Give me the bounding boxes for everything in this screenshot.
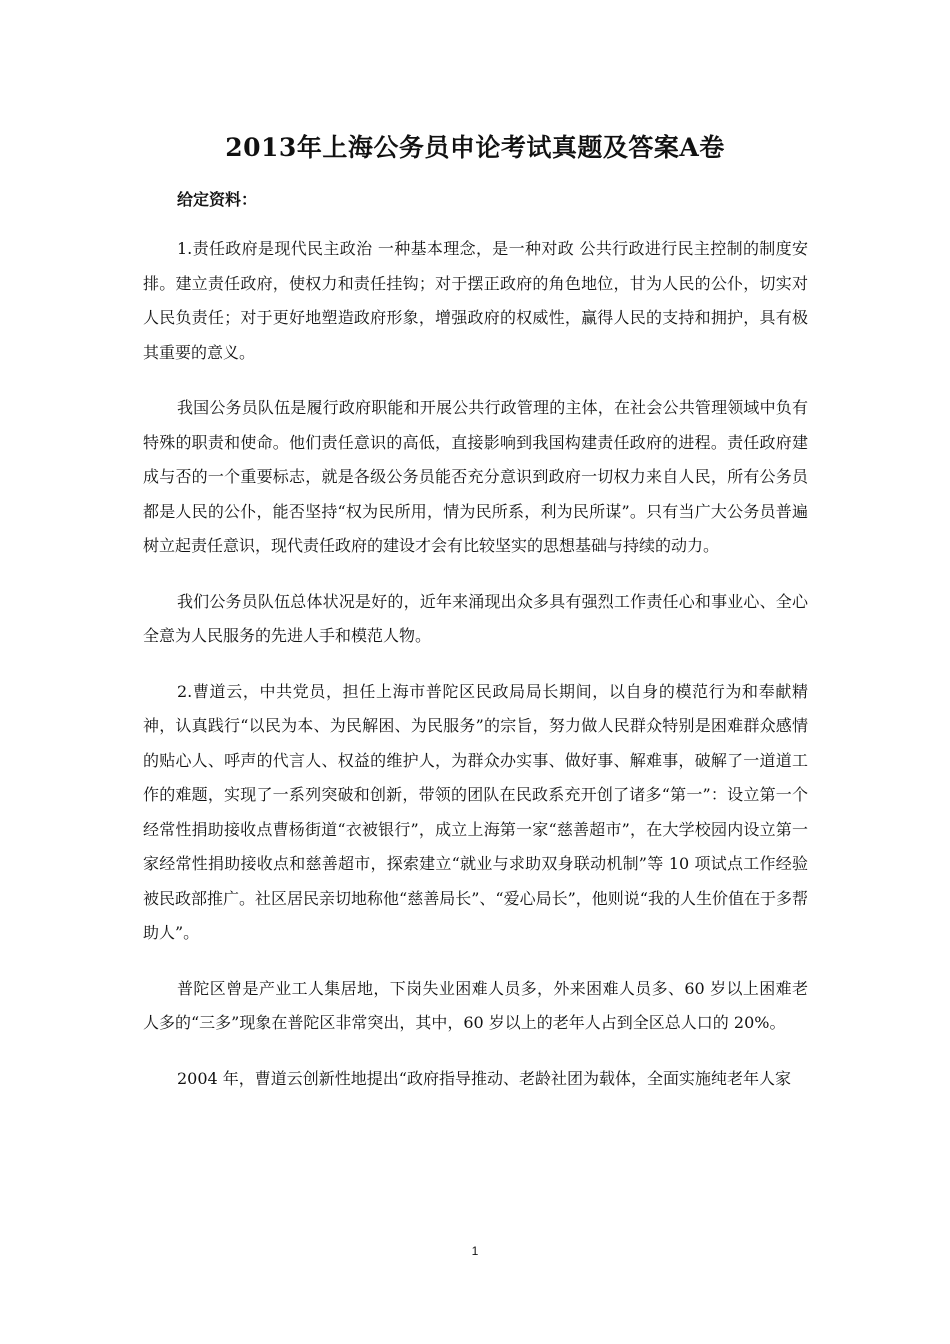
section-label: 给定资料：: [177, 190, 258, 209]
document-body: [143, 232, 808, 1117]
paragraph-2: 我国公务员队伍是履行政府职能和开展公共行政管理的主体，在社会公共管理领域中负有特殊的职责和使命。他们责任意识的高低，直接影响到我国构建责任政府的进程。责任政府建成与否的一个重要标志，就是各级公务员能否充分意识到政府一切权力来自人民，所有公务员都是人民的公仆，能否坚持“权为民所用，情为民所系，利为民所谋”。只有当广大公务员普遍树立起责任意识，现代责任政府的建设才会有比较坚实的思想基础与持续的动力。: [143, 398, 808, 555]
paragraph-1: 1.责任政府是现代民主政治 一种基本理念，是一种对政 公共行政进行民主控制的制度安排。建立责任政府，使权力和责任挂钩；对于摆正政府的角色地位，甘为人民的公仆，切实对人民负责任；对于更好地塑造政府形象，增强政府的权威性，赢得人民的支持和拥护，具有极其重要的意义。: [143, 239, 808, 362]
paragraph-4: 2.曹道云，中共党员，担任上海市普陀区民政局局长期间，以自身的模范行为和奉献精神，认真践行“以民为本、为民解困、为民服务”的宗旨，努力做人民群众特别是困难群众感情的贴心人、呼声的代言人、权益的维护人，为群众办实事、做好事、解难事，破解了一道道工作的难题，实现了一系列突破和创新，带领的团队在民政系充开创了诸多“第一”：设立第一个经常性捐助接收点曹杨街道“衣被银行”，成立上海第一家“慈善超市”，在大学校园内设立第一家经常性捐助接收点和慈善超市，探索建立“就业与求助双身联动机制”等 10 项试点工作经验被民政部推广。社区居民亲切地称他“慈善局长”、“爱心局长”，他则说“我的人生价值在于多帮助人”。: [143, 681, 808, 942]
page-number: 1: [471, 1244, 479, 1258]
paragraph-6: 2004 年，曹道云创新性地提出“政府指导推动、老龄社团为载体，全面实施纯老年人家: [177, 1068, 791, 1088]
paragraph-3: 我们公务员队伍总体状况是好的，近年来涌现出众多具有强烈工作责任心和事业心、全心全意为人民服务的先进人手和模范人物。: [143, 591, 808, 645]
document-title: 2013年上海公务员申论考试真题及答案A卷: [225, 133, 725, 162]
paragraph-5: 普陀区曾是产业工人集居地，下岗失业困难人员多，外来困难人员多、60 岁以上困难老人多的“三多”现象在普陀区非常突出，其中，60 岁以上的老年人占到全区总人口的 20%。: [143, 978, 808, 1032]
